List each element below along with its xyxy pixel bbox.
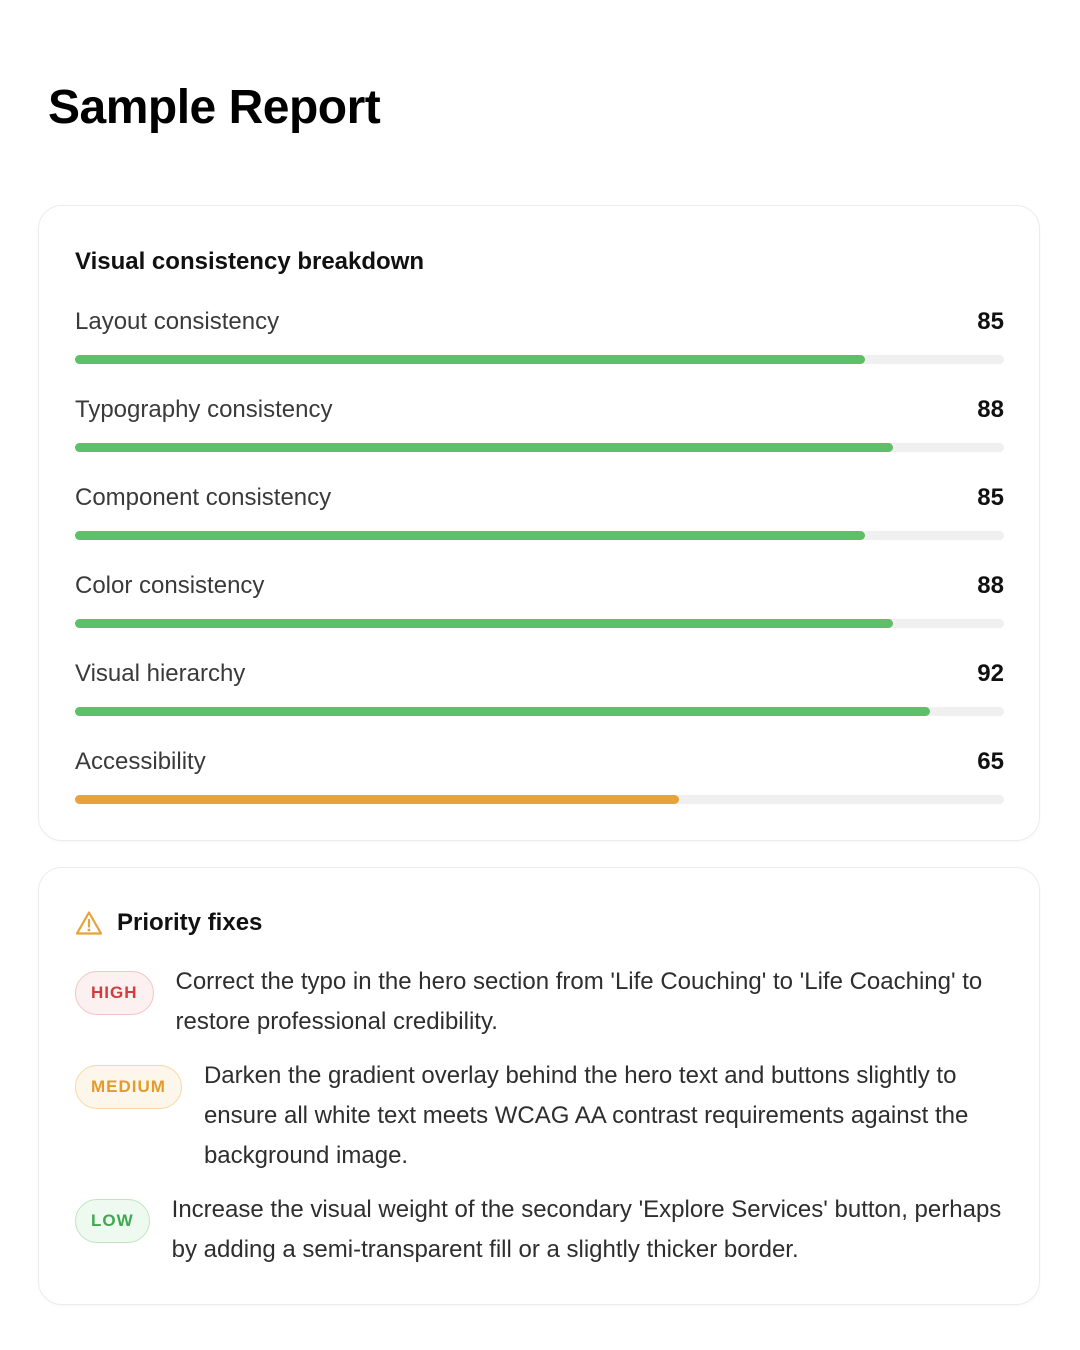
metric-progress-fill — [75, 355, 865, 364]
priority-badge-low: LOW — [75, 1199, 150, 1243]
priority-badge-medium: MEDIUM — [75, 1065, 182, 1109]
priority-badge-high: HIGH — [75, 971, 154, 1015]
metric-label: Accessibility — [75, 748, 206, 775]
metric-progress-fill — [75, 443, 893, 452]
visual-consistency-card — [38, 205, 1040, 841]
metric-progress-track — [75, 619, 1004, 628]
warning-icon — [75, 910, 103, 936]
priority-fixes-title: Priority fixes — [117, 909, 263, 936]
fix-item — [75, 1190, 1005, 1270]
metric-progress-track — [75, 531, 1004, 540]
fix-description: Increase the visual weight of the secondary 'Explore Services' button, perhaps by adding a semi-transparent fill or a slightly thicker border. — [171, 1196, 1002, 1263]
fix-item — [75, 962, 1005, 1042]
metric-label: Color consistency — [75, 572, 265, 599]
metric-score: 88 — [977, 572, 1004, 599]
metric-progress-fill — [75, 619, 893, 628]
priority-fixes-header — [75, 908, 262, 938]
metric-progress-fill — [75, 531, 865, 540]
page-title: Sample Report — [48, 81, 381, 134]
metric-progress-track — [75, 795, 1004, 804]
metric-progress-track — [75, 443, 1004, 452]
fix-description: Correct the typo in the hero section from 'Life Couching' to 'Life Coaching' to restore professional credibility. — [175, 968, 983, 1035]
fix-item — [75, 1056, 1005, 1176]
metric-progress-fill — [75, 795, 679, 804]
metric-progress-track — [75, 707, 1004, 716]
metric-label: Layout consistency — [75, 308, 280, 335]
fix-description: Darken the gradient overlay behind the hero text and buttons slightly to ensure all white text meets WCAG AA contrast requirements against the background image. — [203, 1062, 969, 1169]
metric-progress-fill — [75, 707, 930, 716]
metric-score: 85 — [977, 484, 1004, 511]
metric-row — [75, 480, 1004, 568]
metric-label: Component consistency — [75, 484, 332, 511]
metric-progress-track — [75, 355, 1004, 364]
metric-score: 65 — [977, 748, 1004, 775]
metric-score: 88 — [977, 396, 1004, 423]
metrics-list — [75, 304, 1004, 832]
metric-row — [75, 304, 1004, 392]
metric-score: 85 — [977, 308, 1004, 335]
metric-score: 92 — [977, 660, 1004, 687]
priority-fixes-card — [38, 867, 1040, 1305]
metric-row — [75, 568, 1004, 656]
metric-row — [75, 656, 1004, 744]
metric-row — [75, 744, 1004, 832]
metric-label: Visual hierarchy — [75, 660, 246, 687]
metric-label: Typography consistency — [75, 396, 333, 423]
metric-row — [75, 392, 1004, 480]
breakdown-heading: Visual consistency breakdown — [75, 248, 425, 275]
